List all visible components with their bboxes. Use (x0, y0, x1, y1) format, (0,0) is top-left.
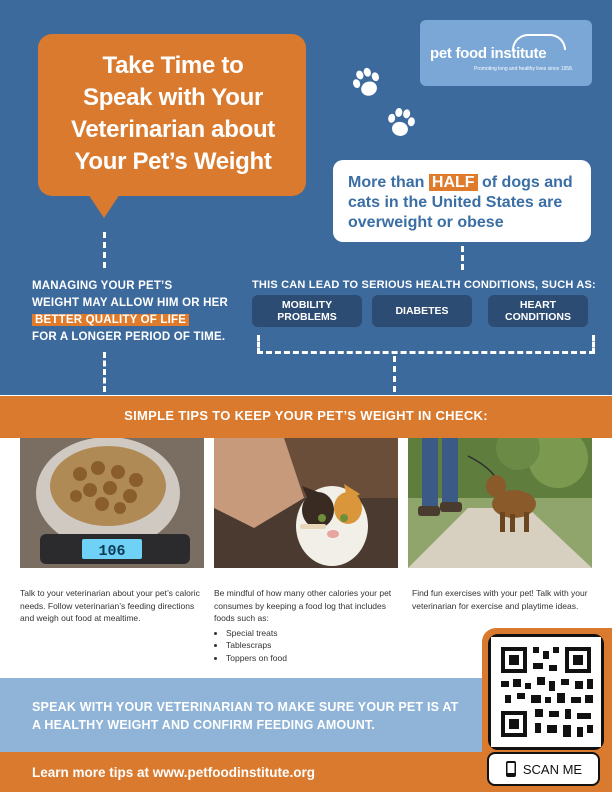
logo-tagline: Promoting long and healthy lives since 1958. (474, 66, 574, 72)
qr-code-icon (491, 637, 601, 747)
list-item: • Special treats (226, 627, 398, 640)
stat-text (348, 173, 586, 233)
stat-highlight: HALF (429, 174, 478, 191)
tip-caption-1: Talk to your veterinarian about your pet’s caloric needs. Follow veterinarian’s feeding directions and weigh out food at mealtime. (20, 588, 200, 623)
managing-highlight: BETTER QUALITY OF LIFE (32, 314, 189, 326)
paw-icon (381, 103, 420, 142)
connector-line (393, 356, 396, 392)
scan-me-label: SCAN ME (522, 761, 583, 777)
headline-line: Take Time to (102, 52, 244, 79)
cat-treat-photo (214, 438, 398, 568)
logo-name: pet food institute (430, 45, 547, 62)
footer-link[interactable]: Learn more tips at www.petfoodinstitute.org (32, 765, 316, 780)
scan-me-button[interactable] (487, 752, 600, 786)
dog-walk-photo (408, 438, 592, 568)
condition-heart: HEART CONDITIONS (488, 295, 588, 327)
managing-text (32, 278, 254, 346)
stat-after: of dogs and cats in the United States are overweight or obese (348, 174, 573, 231)
qr-code[interactable] (488, 634, 604, 750)
headline-line: Speak with Your (83, 84, 263, 111)
managing-line: FOR A LONGER PERIOD OF TIME. (32, 331, 226, 343)
conditions-bracket (257, 335, 595, 354)
managing-line: MANAGING YOUR PET’S (32, 280, 173, 292)
condition-mobility: MOBILITY PROBLEMS (252, 295, 362, 327)
tip-caption-2: Be mindful of how many other calories your pet consumes by keeping a food log that includes foods such as: • Special treats • Tablescraps • Toppers on food (214, 587, 398, 664)
connector-line (103, 352, 106, 392)
managing-line: WEIGHT MAY ALLOW HIM OR HER (32, 297, 228, 309)
bottom-message: SPEAK WITH YOUR VETERINARIAN TO MAKE SURE YOUR PET IS AT A HEALTHY WEIGHT AND CONFIRM FEEDING AMOUNT. (32, 700, 459, 732)
scale-reading: 106 (98, 543, 126, 560)
list-item: • Tablescraps (226, 639, 398, 652)
food-scale-photo (20, 438, 204, 568)
connector-line (103, 232, 106, 268)
headline-line: Your Pet’s Weight (74, 148, 272, 175)
list-item: • Toppers on food (226, 652, 398, 665)
conditions-lead: THIS CAN LEAD TO SERIOUS HEALTH CONDITIONS, SUCH AS: (252, 279, 596, 291)
phone-icon (505, 760, 517, 778)
callout-tail (88, 194, 120, 218)
tips-header: SIMPLE TIPS TO KEEP YOUR PET’S WEIGHT IN CHECK: (124, 408, 488, 423)
stat-before: More than (348, 174, 429, 191)
headline-line: Veterinarian about (71, 116, 275, 143)
condition-diabetes: DIABETES (372, 295, 472, 327)
tip-caption-3: Find fun exercises with your pet! Talk with your veterinarian for exercise and playtime ideas. (412, 588, 588, 611)
connector-line (461, 246, 464, 270)
headline (48, 50, 298, 178)
food-list (214, 627, 398, 665)
